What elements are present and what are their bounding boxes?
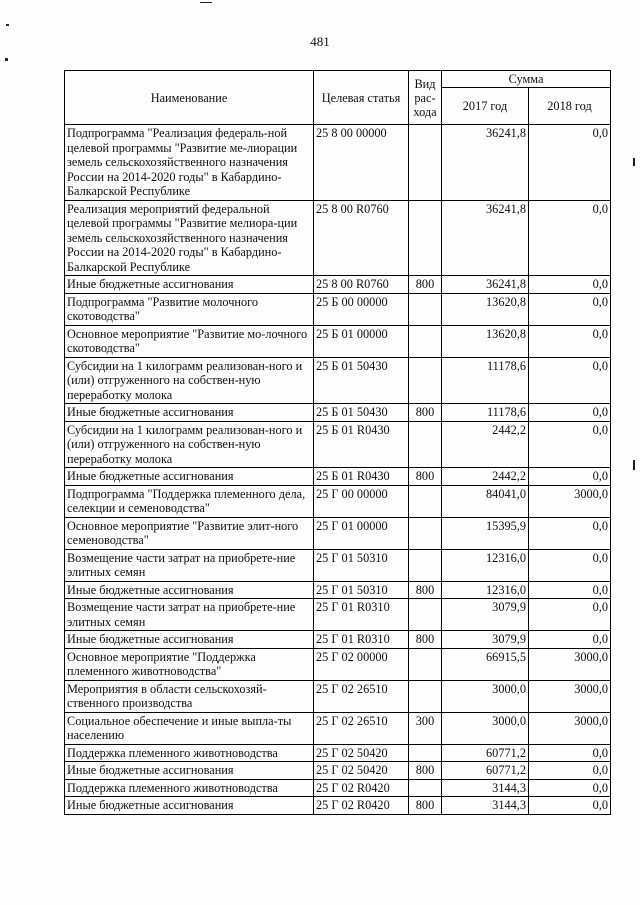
table-row: [65, 125, 611, 201]
row-2017-cell: 3144,3: [442, 797, 529, 815]
table-row: [65, 357, 611, 404]
table-row: [65, 485, 611, 517]
row-2017-cell: 60771,2: [442, 762, 529, 780]
row-type-cell: 800: [409, 631, 442, 649]
budget-table: [64, 70, 611, 815]
header-sum: Сумма: [442, 71, 611, 88]
header-code: Целевая статья: [314, 71, 409, 125]
row-2018-cell: 3000,0: [529, 680, 611, 712]
row-2017-cell: 36241,8: [442, 125, 529, 201]
row-2017-cell: 15395,9: [442, 517, 529, 549]
row-type-cell: [409, 485, 442, 517]
row-name-cell: Возмещение части затрат на приобрете-ние элитных семян: [65, 599, 314, 631]
row-code-cell: 25 8 00 R0760: [314, 276, 409, 294]
row-2018-cell: 3000,0: [529, 485, 611, 517]
row-name-cell: Иные бюджетные ассигнования: [65, 276, 314, 294]
header-type: Вид рас-хода: [409, 71, 442, 125]
row-2018-cell: 0,0: [529, 468, 611, 486]
row-name-cell: Иные бюджетные ассигнования: [65, 797, 314, 815]
row-2018-cell: 0,0: [529, 779, 611, 797]
row-2017-cell: 36241,8: [442, 276, 529, 294]
table-row: [65, 549, 611, 581]
row-2017-cell: 13620,8: [442, 293, 529, 325]
row-code-cell: 25 Г 01 50310: [314, 581, 409, 599]
row-2018-cell: 0,0: [529, 581, 611, 599]
row-name-cell: Иные бюджетные ассигнования: [65, 762, 314, 780]
row-code-cell: 25 Б 01 R0430: [314, 421, 409, 468]
row-code-cell: 25 Г 00 00000: [314, 485, 409, 517]
table-row: [65, 599, 611, 631]
row-2017-cell: 3144,3: [442, 779, 529, 797]
row-code-cell: 25 8 00 R0760: [314, 200, 409, 276]
row-2018-cell: 0,0: [529, 549, 611, 581]
row-2017-cell: 3079,9: [442, 599, 529, 631]
row-2018-cell: 0,0: [529, 762, 611, 780]
row-name-cell: Поддержка племенного животноводства: [65, 744, 314, 762]
row-2018-cell: 0,0: [529, 357, 611, 404]
row-2017-cell: 12316,0: [442, 581, 529, 599]
row-code-cell: 25 Г 02 50420: [314, 744, 409, 762]
row-code-cell: 25 Г 02 26510: [314, 712, 409, 744]
row-code-cell: 25 Г 02 00000: [314, 648, 409, 680]
row-type-cell: [409, 125, 442, 201]
scan-mark-right-1: [633, 158, 635, 166]
row-code-cell: 25 Г 01 50310: [314, 549, 409, 581]
row-type-cell: [409, 599, 442, 631]
row-2017-cell: 11178,6: [442, 357, 529, 404]
row-type-cell: 800: [409, 276, 442, 294]
row-2017-cell: 13620,8: [442, 325, 529, 357]
row-name-cell: Субсидии на 1 килограмм реализован-ного и (или) отгруженного на собствен-ную переработку молока: [65, 421, 314, 468]
row-2018-cell: 0,0: [529, 744, 611, 762]
row-name-cell: Иные бюджетные ассигнования: [65, 631, 314, 649]
row-type-cell: 800: [409, 581, 442, 599]
row-name-cell: Субсидии на 1 килограмм реализован-ного и (или) отгруженного на собствен-ную переработку молока: [65, 357, 314, 404]
row-2017-cell: 3079,9: [442, 631, 529, 649]
row-2018-cell: 0,0: [529, 293, 611, 325]
row-2017-cell: 3000,0: [442, 712, 529, 744]
row-type-cell: [409, 421, 442, 468]
scan-mark-right-2: [633, 460, 635, 470]
row-name-cell: Подпрограмма "Развитие молочного скотоводства": [65, 293, 314, 325]
row-2017-cell: 84041,0: [442, 485, 529, 517]
table-row: [65, 200, 611, 276]
page-number: 481: [310, 34, 330, 49]
row-2018-cell: 0,0: [529, 200, 611, 276]
table-row: [65, 648, 611, 680]
table-row: [65, 468, 611, 486]
row-2018-cell: 0,0: [529, 517, 611, 549]
header-name: Наименование: [65, 71, 314, 125]
row-name-cell: Подпрограмма "Реализация федераль-ной целевой программы "Развитие ме-лиорации земель сельскохозяйственного назначения России на 2014-2020 годы" в Кабардино-Балкарской Республике: [65, 125, 314, 201]
row-2018-cell: 0,0: [529, 276, 611, 294]
row-2018-cell: 0,0: [529, 325, 611, 357]
row-name-cell: Иные бюджетные ассигнования: [65, 468, 314, 486]
row-code-cell: 25 Г 01 00000: [314, 517, 409, 549]
row-name-cell: Возмещение части затрат на приобрете-ние элитных семян: [65, 549, 314, 581]
row-name-cell: Поддержка племенного животноводства: [65, 779, 314, 797]
header-2017: 2017 год: [442, 88, 529, 125]
scan-mark-left-2: [5, 58, 8, 61]
row-code-cell: 25 Г 02 26510: [314, 680, 409, 712]
row-2018-cell: 0,0: [529, 631, 611, 649]
table-row: [65, 517, 611, 549]
row-type-cell: 800: [409, 762, 442, 780]
row-type-cell: [409, 517, 442, 549]
row-2018-cell: 0,0: [529, 125, 611, 201]
row-name-cell: Подпрограмма "Поддержка племенного дела, селекции и семеноводства": [65, 485, 314, 517]
row-name-cell: Основное мероприятие "Развитие элит-ного семеноводства": [65, 517, 314, 549]
row-name-cell: Мероприятия в области сельскохозяй-ственного производства: [65, 680, 314, 712]
table-row: [65, 797, 611, 815]
row-2017-cell: 60771,2: [442, 744, 529, 762]
row-type-cell: [409, 200, 442, 276]
row-2017-cell: 12316,0: [442, 549, 529, 581]
row-code-cell: 25 Г 02 R0420: [314, 797, 409, 815]
row-2018-cell: 0,0: [529, 599, 611, 631]
row-2017-cell: 2442,2: [442, 421, 529, 468]
row-type-cell: [409, 779, 442, 797]
row-code-cell: 25 8 00 00000: [314, 125, 409, 201]
row-type-cell: [409, 680, 442, 712]
table-row: [65, 680, 611, 712]
row-2018-cell: 3000,0: [529, 648, 611, 680]
row-type-cell: [409, 648, 442, 680]
row-2017-cell: 66915,5: [442, 648, 529, 680]
row-name-cell: Реализация мероприятий федеральной целевой программы "Развитие мелиора-ции земель сельскохозяйственного назначения России на 2014-2020 годы" в Кабардино-Балкарской Республике: [65, 200, 314, 276]
table-row: [65, 293, 611, 325]
row-type-cell: 800: [409, 797, 442, 815]
row-2017-cell: 11178,6: [442, 404, 529, 422]
row-code-cell: 25 Б 01 R0430: [314, 468, 409, 486]
row-name-cell: Социальное обеспечение и иные выпла-ты населению: [65, 712, 314, 744]
row-code-cell: 25 Б 00 00000: [314, 293, 409, 325]
table-row: [65, 712, 611, 744]
row-2017-cell: 3000,0: [442, 680, 529, 712]
table-row: [65, 779, 611, 797]
table-row: [65, 404, 611, 422]
row-name-cell: Основное мероприятие "Развитие мо-лочного скотоводства": [65, 325, 314, 357]
row-type-cell: [409, 325, 442, 357]
row-2017-cell: 36241,8: [442, 200, 529, 276]
row-name-cell: Основное мероприятие "Поддержка племенного животноводства": [65, 648, 314, 680]
row-2018-cell: 3000,0: [529, 712, 611, 744]
row-type-cell: [409, 744, 442, 762]
table-row: [65, 276, 611, 294]
row-type-cell: [409, 293, 442, 325]
row-2018-cell: 0,0: [529, 421, 611, 468]
row-type-cell: [409, 357, 442, 404]
row-code-cell: 25 Г 02 50420: [314, 762, 409, 780]
row-name-cell: Иные бюджетные ассигнования: [65, 581, 314, 599]
header-2018: 2018 год: [529, 88, 611, 125]
table-row: [65, 631, 611, 649]
row-code-cell: 25 Б 01 00000: [314, 325, 409, 357]
row-2017-cell: 2442,2: [442, 468, 529, 486]
scan-mark-left-1: [6, 24, 9, 26]
row-type-cell: 800: [409, 468, 442, 486]
table-row: [65, 325, 611, 357]
row-code-cell: 25 Г 01 R0310: [314, 631, 409, 649]
row-2018-cell: 0,0: [529, 404, 611, 422]
table-row: [65, 581, 611, 599]
table-row: [65, 421, 611, 468]
row-type-cell: [409, 549, 442, 581]
row-code-cell: 25 Б 01 50430: [314, 357, 409, 404]
row-type-cell: 800: [409, 404, 442, 422]
scan-mark-top: [200, 2, 212, 3]
row-code-cell: 25 Г 02 R0420: [314, 779, 409, 797]
row-code-cell: 25 Б 01 50430: [314, 404, 409, 422]
row-2018-cell: 0,0: [529, 797, 611, 815]
table-row: [65, 744, 611, 762]
row-code-cell: 25 Г 01 R0310: [314, 599, 409, 631]
table-row: [65, 762, 611, 780]
row-type-cell: 300: [409, 712, 442, 744]
row-name-cell: Иные бюджетные ассигнования: [65, 404, 314, 422]
